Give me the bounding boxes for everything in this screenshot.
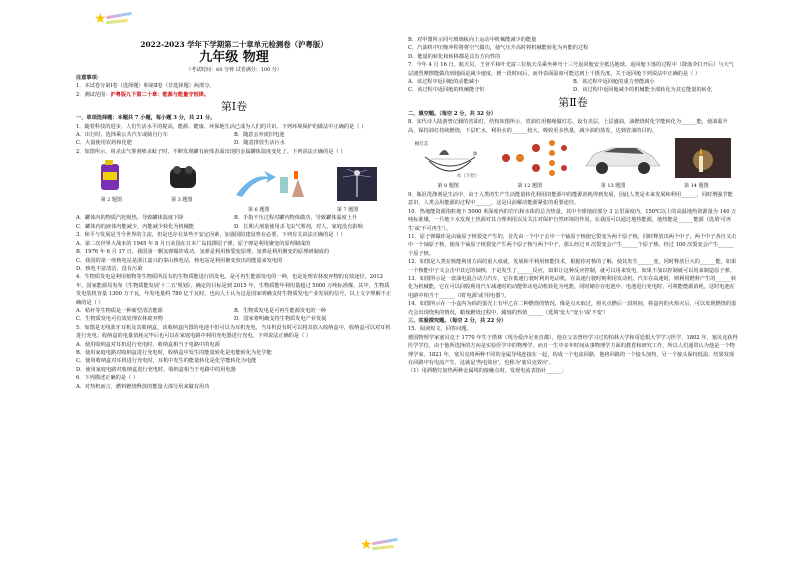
question-14: 14．如图所示在一小盒内为码的蛋壳上有甲乙在二种燃烧的情况，像是点火取过，将火点燃后一段时间，将盒内的火焰灭后，可以发现燃烧的蛋壳会出现烧焦的情况，蜡烛燃烧过程中，蜡烛的热值______（选填'变大''变小'或'不变'） [408, 301, 737, 316]
option: D．使用家庭电路对收纳盒进行充电时，收纳盒相当于电路中的用电器 [76, 366, 236, 373]
exam-meta: （考试时间：60 分钟 试卷满分：100 分） [186, 67, 282, 73]
option: B．使用家庭电路对收纳盒进行充电时，收纳盒中发生的能量转化是电能转化为化学能 [76, 349, 272, 356]
figure-row [76, 158, 392, 204]
earbuds-image [162, 158, 202, 192]
section-title: 一、单项选择题：本题共 7 小题，每小题 3 分，共 21 分。 [76, 115, 216, 122]
spray-can-image [91, 158, 131, 192]
figure-spray-can [91, 158, 131, 204]
question-15 [408, 325, 738, 375]
figure-caption: 第 6 题图 [247, 207, 270, 214]
figure-row [408, 138, 738, 181]
option: A．秸秆等生物质是一种新型清洁能源 [76, 307, 163, 314]
figure-caption: 第 7 题图 [336, 207, 359, 214]
option: B．1976 年 6 月 17 日，我国第一颗氢弹爆炸成功，氢弹是利用核裂变原理，氢弹是利用聚变的原理研制成的 [76, 249, 330, 256]
right-column [408, 36, 738, 376]
question-1 [76, 123, 392, 148]
option: C．该过程中返回舱的机械能守恒 [408, 87, 485, 94]
caption-row [408, 182, 738, 190]
option: A．使用收纳盒对耳机进行充电时，收纳盒相当于电路中的电源 [76, 341, 220, 348]
figure-tesla-coil [337, 167, 377, 204]
option: D．核电丰富清洁，没有污染 [76, 265, 143, 272]
notice [76, 74, 392, 99]
option: B．生物质发电是可再生能源发电的一种 [234, 307, 326, 314]
question-text: 6．下列描述正确的是（ ） [76, 375, 139, 382]
figure-caption: 第 2 题图 [100, 196, 122, 203]
option: B．随意丢弃废旧电池 [234, 132, 285, 139]
question-3 [76, 231, 392, 273]
figure-earbuds [162, 158, 202, 204]
figure-candles [675, 138, 731, 181]
question-4 [76, 273, 392, 323]
star-icon: ★ [360, 537, 373, 553]
option: A．对热机而言，燃料燃烧释放的能量大部分用来做有用功 [76, 383, 210, 390]
lamp-label-oil: 油 [472, 152, 478, 158]
option: B．手指不压过程对罐内物体做功，导致罐体温度上升 [234, 215, 358, 222]
figure-caption: 第 12 题图 [517, 183, 543, 190]
question-text: 2．如图所示，用杀虫气雾剂喷杀蚊子时，不断发现罐有液体表面出现的金属罐体温度变化了。下列说法正确的是（ ） [76, 148, 346, 155]
question-text: 7．今年 4 月 16 日，航天员，王亚平和叶光富三位航天员乘坐神舟十三号返回舱安全抵达地球。返回舱下落的过程中（降落伞打开后）与大气层剧烈摩擦能做功到地面是减少速度，到一段时间后，而外表面温度可能达到上千摄氏度。关于返回舱下列说法中正确的是（ ） [408, 62, 734, 77]
section-title: 二、填空题。（每空 2 分，共 32 分） [408, 110, 497, 117]
lamp-label-wick: 棉灯芯 [414, 142, 429, 148]
figure-caption: 第 14 题图 [684, 183, 709, 190]
option: C．我国的第一座核电站是浙江嘉兴的秦山核电站，核电站是利用聚变放出的能量来发电的 [76, 257, 283, 264]
option: C．使用收纳盒对耳机进行充电时，耳机中发生的能量转化是化学能转化为电能 [76, 358, 257, 365]
option: B．该过程中返回舱的重力势能减小 [573, 79, 655, 86]
option: D．该过程中返回舱减少的机械能全部转化为其它能量的转化 [573, 87, 713, 94]
figure-caption: 第 8 题图 [437, 183, 459, 190]
question-12: 12．如图是人类在核能利用方面的重大成就，发展和平利用核能技术，根据你对核的了解，使其发生______变，同时释放巨大的______能，如果一个核能中子又会击中其它的铀核，于是发生了______反应，如果让这种反应控制，就可以用来发电，如果不加以控制就可以用来制造原子弹。 [408, 259, 737, 274]
option: D．能量的转化和转移都是具有方向性的 [408, 53, 501, 60]
figure-fission [498, 138, 568, 181]
exam-subject: 九年级 物理 [199, 50, 269, 65]
option: D．国家将明确支持生物质发电产业发展 [234, 316, 327, 323]
question-2 [76, 148, 392, 231]
question-text: 5．如图是无线蓝牙耳机及其收纳盒，该收纳盒内置的电池不但可以为耳机充电，当耳机没有时可以将其放入收纳盒中，收纳盒可以对耳机进行充电；收纳盒的电量消耗完毕后也可以在家庭电路中利用充电器进行充电。下列说法正确的是（ ） [76, 324, 391, 340]
question-9: 9．瓶沮洗涤剂是生活中，由于人类的生产生活能量转化利用的能源中的能源消耗得到发展，因此人类是未来发展和利用______，同时增强节能意识，人类会用能源的过程中______，这是目前解决能源紧张的重要途径。 [408, 191, 733, 207]
question-text: 4．生物质发电是利用植物等生物质所具有的生物质能进行的发电，是可再生能源发电的一种，也是处理农林废弃物的有效途径。2012 年，国家能源局发布《生物质能发展'十二五'规划》，确定的目标是到 2015 年，生物质能年利用量超过 5000 万吨标准煤，其中，生物质发电装机容量 1300 万千瓦，年发电量约 780 亿千瓦时，也向人士认为这是国家明确支持生物质发电产业发展的信号。以上文字理解不正确的是（ ） [76, 274, 392, 306]
option: A．该过程中返回舱的动能减小 [408, 79, 480, 86]
option: A．罐体内的物质汽化吸热，导致罐体温度下降 [76, 215, 184, 222]
question-5 [76, 324, 392, 374]
option: A．第二次世界大战末的 1945 年 8 月日美国在日本广岛投掷原子弹，原子弹是利用聚变的原理制成的 [76, 240, 311, 247]
notice-label: 注意事项： [76, 75, 102, 81]
figure-caption: 第 3 题图 [171, 196, 193, 203]
hybrid-car-image [582, 138, 662, 178]
figure-caption: 第 13 题图 [600, 183, 626, 190]
question-6 [76, 374, 392, 391]
option: C．罐体内的液体内能减少，内能减少转化为机械能 [76, 223, 195, 230]
question-11: 11．原子弹爆炸是由铀原子核裂变产生的，首先由一个中子击中一个铀原子核使它裂变为两个原子核，同时释放出两个中子，两个中子各自又击中一个铀原子核，使每个铀原子核裂变产生两个原子核与两个中子，那么经过 6 次裂变会产生______个原子核，经过 100 次裂变会产生______个原子核。 [408, 233, 737, 257]
question-text: 3．和平与发展是当今世界的主流，但是也存在某些不安定因素，加强国防建设势在必要，下列有关说法正确的是（ ） [76, 232, 346, 239]
option: D．长期大剂量使用杀飞虫气雾剂，对人，家庭没有影响 [234, 223, 363, 230]
notice-item: 1．本试卷分第Ⅰ卷（选择题）和第Ⅱ卷（非选择题）两部分。 [76, 83, 215, 90]
option: D．随意排放生活污水 [234, 140, 285, 147]
notice-item: 2．测试范围：沪粤版九下第二十章：能源与能量守恒律。 [76, 91, 210, 98]
caption-row [76, 206, 392, 214]
question-lead: 15．阅读短文，回答问题。 [408, 326, 472, 333]
exam-title: 2022-2023 学年下学期第二十章单元检测卷（沪粤版） [140, 40, 328, 49]
section-title: 三、实验探究题。（每空 2 分，共 22 分） [408, 317, 507, 324]
fission-image [498, 138, 568, 178]
sub-question: （1）用酒精灯加热两种金属线的接触点时，发现电流表指针______； [408, 368, 567, 375]
decorative-star-bottom [360, 536, 400, 556]
star-tail [372, 538, 398, 545]
star-icon: ★ [94, 11, 107, 27]
option: C．大量使用农药和化肥 [76, 140, 132, 147]
figure-6-image [232, 167, 306, 201]
option: C．生物质发电可有效处理农林废弃物 [76, 316, 163, 323]
question-8: 8．宋代诗人陆游曾记载的省油灯，结构如图所示，省油灯用棉绳做灯芯，设有夹层，上层盛油，油燃烧时化学能转化为______能，使油温升高，保持油灯持续燃烧，下层贮水，利用水的______较大，吸收更多热量，减少油的蒸发，达到省油的目的。 [408, 119, 728, 134]
question-text: 1．随着科技的进步，人们生活水平的提高，能源、健康、环保地生活已成为人们的共识。下列环境保护的做法中正确的是（ ） [76, 123, 367, 130]
left-column [76, 0, 392, 391]
notice-scope: 沪粤版九下第二十章：能源与能量守恒律。 [110, 91, 210, 98]
star-tail [372, 545, 394, 550]
option: C．汽油机中压缩冲程将将空气做功，使气压升高时将机械能转化为内能的过程 [408, 45, 589, 52]
question-10: 10．热地能资源指粒地下 5000 米深度内的岩石和水体的总含热量，其中全球地底部分 3 公里深度内，150℃以上的高温地热资源量为 140 万吨标准煤，一旦地下水发现土热源对其合理利用以及关注对保护自然环境的作用。在我国可以通过地热能源，地热能是______能源（选填'可再生'或'不可再生'）。 [408, 208, 737, 232]
reading-passage: 德国物理学家塞贝克于 1770 年生于塔林（现为爱沙尼亚首都），他在父亲曾经学习过的柏林大学和哥廷根大学学习医学，1802 年，塞贝克获得医学学位，由于他所选择的方向是实验医学中的物理学，而且一生中多年时间从事物理学方面的教育和研究工作，所以人们通常认为他是一个物理学家。1821 年，塞贝克将两种不同的金属导线连接在一起，构成一个电流回路，他将回路的一个接头加热，另一个接头保持低温，结果发现在回路中有电流产生，这就是'热电效应'，也称为'塞贝克效应'。 [408, 334, 738, 366]
figure-car [582, 138, 662, 181]
question-7 [408, 61, 738, 95]
lamp-label-water: 水（下层） [456, 174, 480, 180]
candle-image [675, 138, 731, 178]
question-13: 13．如图所示是一款油电混合动力汽车，它在低速行驶时利用电动机，在高速行驶时则利用发动机，汽车在高速时，则利用燃料产生的______转化为机械能，它在可以回收利用汽车减速时的动能带动电动机转化为电能，同时储存在电池中，电池进行充电时，可将能能源消耗，这时电池在电路中相当于______（填'电源'或'用电器'）。 [408, 275, 737, 299]
figure-7-image [337, 167, 377, 201]
option: A．出行时，选择乘公共汽车或骑自行车 [76, 132, 168, 139]
figure-arrow-bottle [232, 167, 306, 204]
figure-oil-lamp [415, 141, 485, 181]
part1-title: 第Ⅰ卷 [220, 100, 248, 114]
option: B．对甲图所示同号玻璃板向上运动中机械能减少的能量 [408, 37, 537, 43]
part2-title: 第Ⅱ卷 [558, 95, 588, 109]
